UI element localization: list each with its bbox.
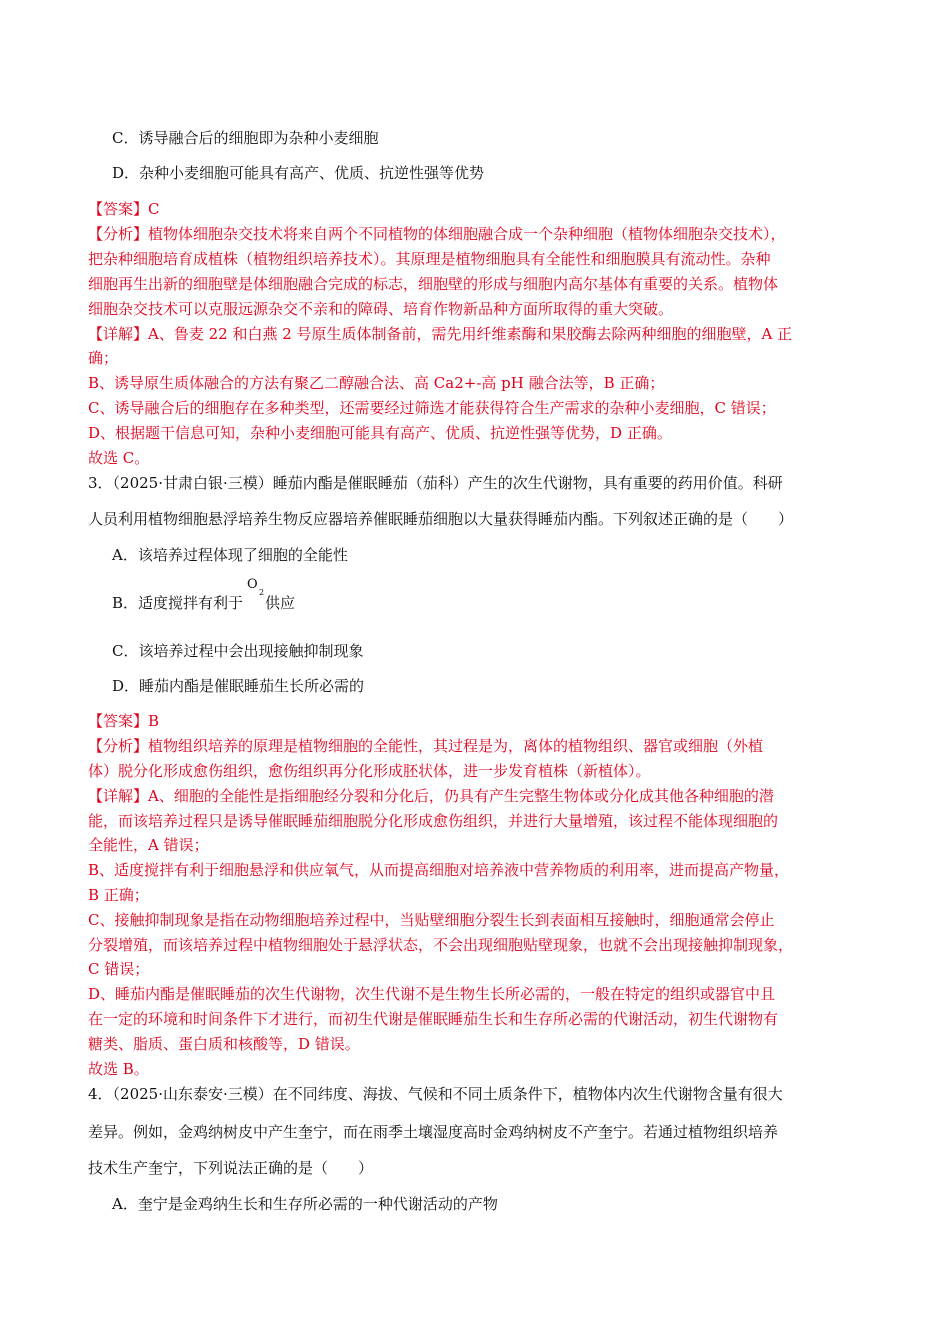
q3-detail-line: C、接触抑制现象是指在动物细胞培养过程中，当贴壁细胞分裂生长到表面相互接触时，细胞通常会停止 [88, 911, 775, 929]
q2-detail-line: C、诱导融合后的细胞存在多种类型，还需要经过筛选才能获得符合生产需求的杂种小麦细胞，C 错误； [88, 399, 776, 417]
q3-option-b-text: B．适度搅拌有利于 [112, 594, 244, 612]
q3-detail-line: D、睡茄内酯是催眠睡茄的次生代谢物，次生代谢不是生物生长所必需的，一般在特定的组织或器官中且 [88, 985, 776, 1003]
q4-stem-line: 4．（2025·山东泰安·三模）在不同纬度、海拔、气候和不同土质条件下，植物体内次生代谢物含量有很大 [88, 1085, 783, 1103]
q3-stem-line: 人员利用植物细胞悬浮培养生物反应器培养催眠睡茄细胞以大量获得睡茄内酯。下列叙述正确的是（ ） [88, 510, 794, 528]
q4-stem-line: 差异。例如，金鸡纳树皮中产生奎宁，而在雨季土壤湿度高时金鸡纳树皮不产奎宁。若通过植物组织培养 [88, 1123, 779, 1141]
q2-detail-line: D、根据题干信息可知，杂种小麦细胞可能具有高产、优质、抗逆性强等优势，D 正确。 [88, 424, 672, 442]
q2-answer: 【答案】C [88, 200, 160, 218]
q3-detail-line: 分裂增殖，而该培养过程中植物细胞处于悬浮状态，不会出现细胞贴壁现象，也就不会出现接触抑制现象， [88, 936, 794, 954]
q2-analysis-line: 细胞再生出新的细胞壁是体细胞融合完成的标志，细胞壁的形成与细胞内高尔基体有重要的关系。植物体 [88, 275, 779, 293]
q3-option-b-suffix: 供应 [265, 594, 296, 612]
o2-formula [243, 577, 265, 613]
q3-analysis-line: 【分析】植物组织培养的原理是植物细胞的全能性，其过程是为，离体的植物组织、器官或细胞（外植 [88, 737, 764, 755]
q2-detail-line: 确； [88, 349, 119, 367]
q4-option-a: A．奎宁是金鸡纳生长和生存所必需的一种代谢活动的产物 [112, 1195, 498, 1213]
q2-option-c: C．诱导融合后的细胞即为杂种小麦细胞 [112, 129, 379, 147]
q2-analysis-line: 把杂种细胞培育成植株（植物组织培养技术）。其原理是植物细胞具有全能性和细胞膜具有流动性。杂种 [88, 250, 771, 268]
q3-detail-line: B 正确； [88, 886, 149, 904]
q3-option-a: A．该培养过程体现了细胞的全能性 [112, 546, 348, 564]
q3-option-c: C．该培养过程中会出现接触抑制现象 [112, 642, 364, 660]
q3-detail-line: 糖类、脂质、蛋白质和核酸等，D 错误。 [88, 1035, 360, 1053]
q3-detail-line: 故选 B。 [88, 1060, 149, 1078]
o2-symbol: O [247, 577, 258, 592]
q3-option-d: D．睡茄内酯是催眠睡茄生长所必需的 [112, 677, 365, 695]
q2-option-d: D．杂种小麦细胞可能具有高产、优质、抗逆性强等优势 [112, 164, 485, 182]
q3-detail-line: 【详解】A、细胞的全能性是指细胞经分裂和分化后，仍具有产生完整生物体或分化成其他各种细胞的潜 [88, 787, 774, 805]
q2-analysis-line: 【分析】植物体细胞杂交技术将来自两个不同植物的体细胞融合成一个杂种细胞（植物体细胞杂交技术）， [88, 225, 786, 243]
q3-answer: 【答案】B [88, 712, 160, 730]
q3-detail-line: 在一定的环境和时间条件下才进行，而初生代谢是催眠睡茄生长和生存所必需的代谢活动，初生代谢物有 [88, 1010, 779, 1028]
q2-detail-line: 故选 C。 [88, 449, 150, 467]
q4-stem-line: 技术生产奎宁，下列说法正确的是（ ） [88, 1159, 374, 1177]
q3-detail-line: 能，而该培养过程只是诱导催眠睡茄细胞脱分化形成愈伤组织，并进行大量增殖，该过程不能体现细胞的 [88, 812, 779, 830]
q3-detail-line: B、适度搅拌有利于细胞悬浮和供应氧气，从而提高细胞对培养液中营养物质的利用率，进而提高产物量， [88, 861, 790, 879]
q2-detail-line: 【详解】A、鲁麦 22 和白燕 2 号原生质体制备前，需先用纤维素酶和果胶酶去除两种细胞的细胞壁，A 正 [88, 325, 793, 343]
q3-analysis-line: 体）脱分化形成愈伤组织，愈伤组织再分化形成胚状体，进一步发育植株（新植体）。 [88, 762, 651, 780]
q3-stem-line: 3．（2025·甘肃白银·三模）睡茄内酯是催眠睡茄（茄科）产生的次生代谢物，具有重要的药用价值。科研 [88, 474, 783, 492]
q3-detail-line: C 错误； [88, 960, 150, 978]
q3-option-b [112, 577, 296, 613]
q2-analysis-line: 细胞杂交技术可以克服远源杂交不亲和的障碍、培育作物新品种方面所取得的重大突破。 [88, 300, 674, 318]
q2-detail-line: B、诱导原生质体融合的方法有聚乙二醇融合法、高 Ca2+-高 pH 融合法等，B 正确； [88, 374, 665, 392]
q3-detail-line: 全能性，A 错误； [88, 836, 209, 854]
o2-subscript: 2 [259, 588, 265, 597]
